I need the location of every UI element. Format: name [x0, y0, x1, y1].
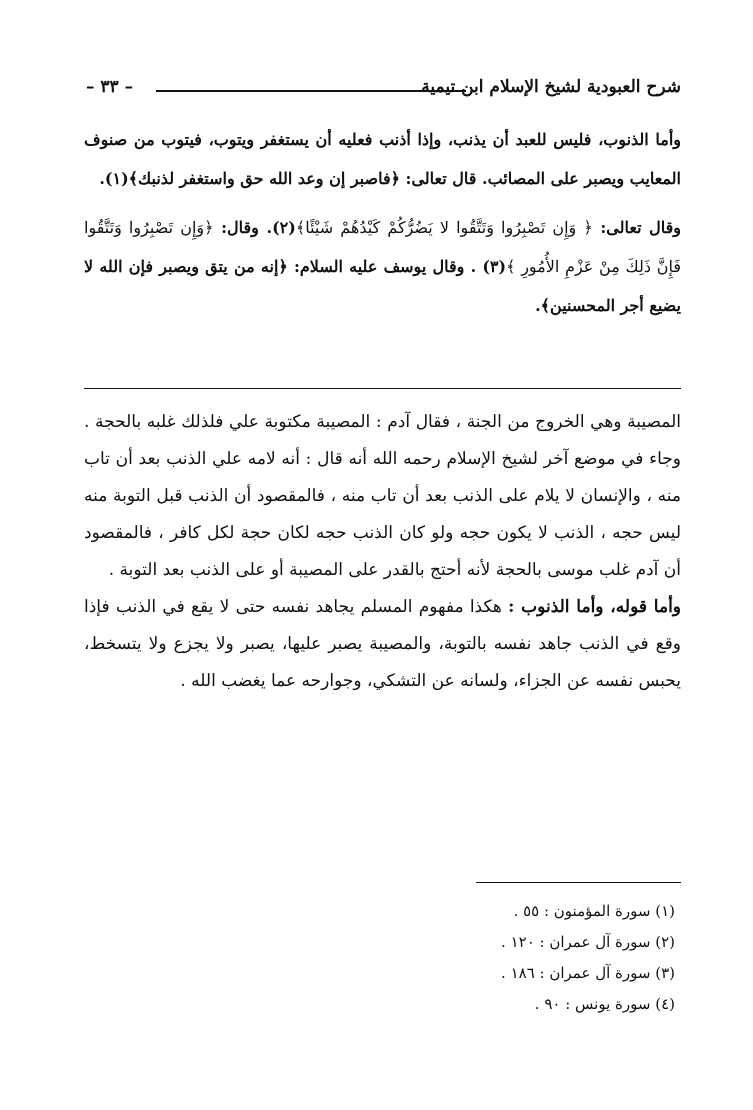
p2-mid: (٢). وقال:	[213, 218, 296, 237]
p2-tail: (٣) . وقال يوسف عليه السلام: ﴿إنه من يتق ويصبر فإن الله لا يضيع أجر المحسنين﴾.	[84, 257, 681, 315]
header-rule	[156, 90, 466, 92]
main-paragraph-2	[84, 208, 681, 325]
p2-lead: وقال تعالى:	[592, 218, 682, 237]
book-title: شرح العبودية لشيخ الإسلام ابن تيمية	[421, 77, 681, 97]
commentary-paragraph-2	[84, 589, 681, 700]
commentary-lead: وأما قوله، وأما الذنوب :	[508, 597, 682, 617]
page-number: – ٣٣ –	[86, 77, 134, 97]
section-divider	[84, 388, 681, 389]
main-text	[84, 120, 681, 325]
footnote-3: (٣) سورة آل عمران : ١٨٦ .	[501, 964, 675, 982]
main-paragraph-1: وأما الذنوب، فليس للعبد أن يذنب، وإذا أذنب فعليه أن يستغفر ويتوب، فيتوب من صنوف المعايب ويصبر على المصائب. قال تعالى: ﴿فاصبر إن وعد الله حق واستغفر لذنبك﴾(١).	[84, 130, 681, 188]
commentary-rest: هكذا مفهوم المسلم يجاهد نفسه حتى لا يقع في الذنب فإذا وقع في الذنب جاهد نفسه بالتوبة، والمصيبة يصبر عليها، يصبر ولا يجزع ولا يتسخط، يحبس نفسه عن الجزاء، ولسانه عن التشكي، وجوارحه عما يغضب الله .	[84, 597, 681, 691]
footnote-4: (٤) سورة يونس : ٩٠ .	[534, 995, 675, 1013]
quran-verse-2: ﴿وَإِن تَصْبِرُوا وَتَتَّقُوا فَإِنَّ ذَلِكَ مِنْ عَزْمِ الأُمُورِ ﴾	[84, 218, 682, 276]
footnotes	[375, 896, 675, 1020]
commentary-paragraph-1: المصيبة وهي الخروج من الجنة ، فقال آدم : المصيبة مكتوبة علي فلذلك غلبه بالحجة . وجاء في موضع آخر لشيخ الإسلام رحمه الله أنه قال : أنه لامه علي الذنب بعد أن تاب منه ، والإنسان لا يلام على الذنب بعد أن تاب منه ، فالمقصود أن الذنب قبل التوبة منه ليس حجه ، الذنب لا يكون حجه ولو كان الذنب حجه لكان حجة لكل كافر ، فالمقصود أن آدم غلب موسى بالحجة لأنه أحتج بالقدر على المصيبة أو على الذنب بعد التوبة .	[84, 412, 681, 580]
footnote-1: (١) سورة المؤمنون : ٥٥ .	[513, 902, 675, 920]
running-header	[86, 76, 681, 98]
quran-verse-1: ﴿ وَإِن تَصْبِرُوا وَتَتَّقُوا لا يَضُرُّكُمْ كَيْدُهُمْ شَيْئًا﴾	[295, 218, 593, 237]
footnote-divider	[476, 882, 681, 883]
footnote-2: (٢) سورة آل عمران : ١٢٠ .	[501, 933, 675, 951]
commentary-text	[84, 404, 681, 700]
